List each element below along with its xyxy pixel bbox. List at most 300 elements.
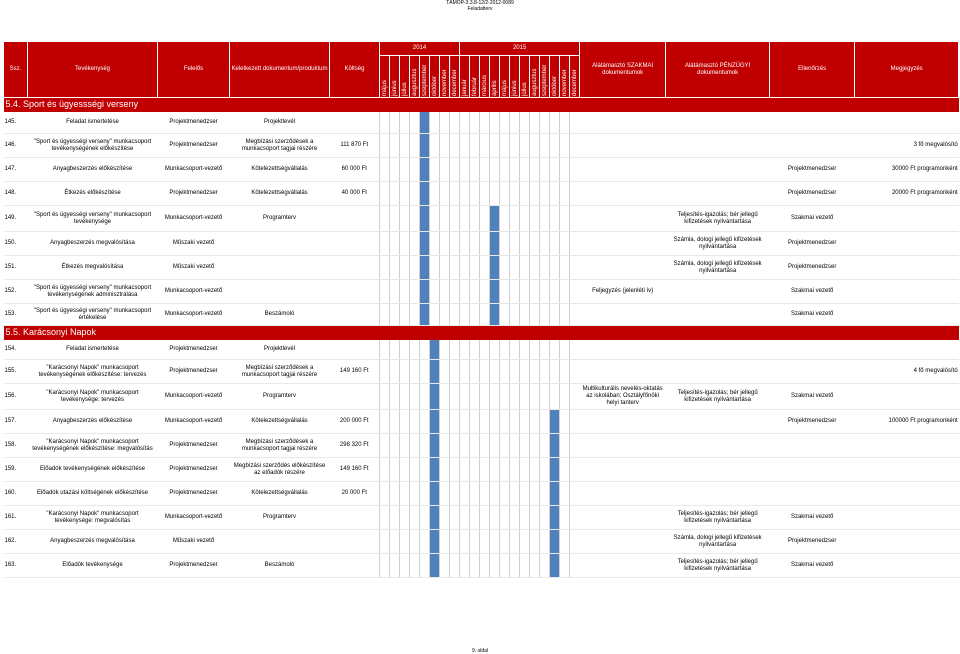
responsible-cell: Műszaki vezető	[158, 256, 230, 280]
financial-doc-cell	[666, 458, 770, 482]
responsible-cell: Projektmenedzser	[158, 458, 230, 482]
gantt-cell	[480, 158, 490, 182]
document-header	[0, 0, 960, 12]
gantt-cell	[520, 384, 530, 410]
gantt-cell	[510, 206, 520, 232]
gantt-cell	[490, 158, 500, 182]
gantt-cell	[510, 410, 520, 434]
check-cell	[770, 458, 855, 482]
month-header: április	[490, 56, 500, 98]
gantt-cell	[450, 434, 460, 458]
gantt-cell	[390, 434, 400, 458]
gantt-cell	[470, 384, 480, 410]
gantt-bar	[430, 482, 440, 506]
responsible-cell: Műszaki vezető	[158, 232, 230, 256]
professional-doc-cell	[580, 232, 666, 256]
gantt-cell	[480, 134, 490, 158]
financial-doc-cell	[666, 134, 770, 158]
document-cell: Kötelezettségvállalás	[230, 410, 330, 434]
responsible-cell: Munkacsoport-vezető	[158, 158, 230, 182]
gantt-cell	[390, 482, 400, 506]
gantt-bar	[550, 530, 560, 554]
financial-doc-cell	[666, 340, 770, 360]
gantt-cell	[440, 410, 450, 434]
document-cell	[230, 232, 330, 256]
month-header: augusztus	[530, 56, 540, 98]
cost-cell: 111 870 Ft	[330, 134, 380, 158]
row-number: 145.	[4, 112, 28, 134]
gantt-cell	[510, 158, 520, 182]
gantt-cell	[500, 134, 510, 158]
gantt-cell	[470, 530, 480, 554]
professional-doc-cell	[580, 458, 666, 482]
gantt-cell	[540, 384, 550, 410]
gantt-cell	[520, 482, 530, 506]
cost-cell	[330, 304, 380, 326]
gantt-cell	[570, 340, 580, 360]
gantt-cell	[460, 256, 470, 280]
activity-cell: Étkezés megvalósítása	[28, 256, 158, 280]
gantt-cell	[410, 384, 420, 410]
gantt-cell	[530, 304, 540, 326]
gantt-cell	[540, 434, 550, 458]
gantt-cell	[450, 134, 460, 158]
gantt-cell	[470, 506, 480, 530]
gantt-cell	[460, 304, 470, 326]
gantt-cell	[520, 360, 530, 384]
professional-doc-cell	[580, 158, 666, 182]
gantt-cell	[540, 256, 550, 280]
gantt-cell	[520, 458, 530, 482]
gantt-cell	[500, 458, 510, 482]
table-row	[4, 410, 959, 434]
gantt-cell	[520, 434, 530, 458]
gantt-cell	[400, 410, 410, 434]
note-cell: 100000 Ft programonként	[855, 410, 959, 434]
cost-cell: 149 160 Ft	[330, 458, 380, 482]
gantt-cell	[420, 340, 430, 360]
gantt-cell	[480, 206, 490, 232]
month-header: február	[470, 56, 480, 98]
gantt-cell	[530, 112, 540, 134]
gantt-cell	[430, 280, 440, 304]
financial-doc-cell	[666, 112, 770, 134]
gantt-cell	[460, 340, 470, 360]
table-row	[4, 182, 959, 206]
check-cell	[770, 134, 855, 158]
gantt-cell	[450, 482, 460, 506]
gantt-cell	[390, 206, 400, 232]
document-cell: Kötelezettségvállalás	[230, 182, 330, 206]
gantt-cell	[510, 530, 520, 554]
project-code: TÁMOP-3.3.8-12/2-2012-0089	[446, 0, 514, 6]
gantt-cell	[380, 256, 390, 280]
financial-doc-cell	[666, 434, 770, 458]
gantt-cell	[410, 340, 420, 360]
gantt-cell	[450, 384, 460, 410]
gantt-cell	[450, 458, 460, 482]
check-cell	[770, 482, 855, 506]
row-number: 150.	[4, 232, 28, 256]
financial-doc-cell: Teljesítés-igazolás; bér jellegű kifizetések nyilvántartása	[666, 206, 770, 232]
gantt-cell	[380, 506, 390, 530]
gantt-cell	[570, 482, 580, 506]
month-header: május	[380, 56, 390, 98]
gantt-cell	[560, 554, 570, 578]
gantt-cell	[390, 554, 400, 578]
col-document: Keletkezett dokumentum/produktum	[230, 42, 330, 98]
gantt-cell	[530, 530, 540, 554]
gantt-bar	[420, 256, 430, 280]
gantt-cell	[500, 506, 510, 530]
gantt-cell	[460, 112, 470, 134]
gantt-cell	[540, 554, 550, 578]
note-cell: 4 fő megvalósító	[855, 360, 959, 384]
professional-doc-cell	[580, 134, 666, 158]
gantt-cell	[560, 280, 570, 304]
gantt-cell	[530, 158, 540, 182]
gantt-cell	[500, 360, 510, 384]
activity-cell: Előadók tevékenységének előkészítése	[28, 458, 158, 482]
gantt-bar	[490, 256, 500, 280]
gantt-cell	[390, 384, 400, 410]
gantt-bar	[430, 506, 440, 530]
activity-cell: Anyagbeszerzés előkészítése	[28, 158, 158, 182]
gantt-cell	[420, 506, 430, 530]
gantt-cell	[490, 340, 500, 360]
gantt-cell	[550, 280, 560, 304]
note-cell: 20000 Ft programonként	[855, 182, 959, 206]
gantt-cell	[510, 134, 520, 158]
table-row	[4, 458, 959, 482]
gantt-cell	[560, 340, 570, 360]
col-financial-docs: Alátámasztó PÉNZÜGYI dokumentumok	[666, 42, 770, 98]
gantt-cell	[380, 384, 390, 410]
gantt-cell	[450, 112, 460, 134]
gantt-cell	[440, 134, 450, 158]
cost-cell	[330, 280, 380, 304]
financial-doc-cell	[666, 304, 770, 326]
financial-doc-cell: Teljesítés-igazolás; bér jellegű kifizetések nyilvántartása	[666, 384, 770, 410]
section-title: 5.5. Karácsonyi Napok	[4, 326, 959, 340]
gantt-cell	[460, 158, 470, 182]
document-cell: Kötelezettségvállalás	[230, 158, 330, 182]
cost-cell	[330, 206, 380, 232]
check-cell: Projektmenedzser	[770, 530, 855, 554]
gantt-cell	[400, 280, 410, 304]
note-cell	[855, 554, 959, 578]
table-row	[4, 206, 959, 232]
gantt-cell	[490, 410, 500, 434]
professional-doc-cell	[580, 360, 666, 384]
gantt-cell	[570, 360, 580, 384]
gantt-cell	[390, 112, 400, 134]
professional-doc-cell	[580, 482, 666, 506]
section-title: 5.4. Sport és ügyessségi verseny	[4, 98, 959, 112]
document-cell: Megbízási szerződések a munkacsoport tagjai részére	[230, 434, 330, 458]
gantt-bar	[550, 482, 560, 506]
table-row	[4, 134, 959, 158]
professional-doc-cell	[580, 256, 666, 280]
financial-doc-cell	[666, 158, 770, 182]
responsible-cell: Projektmenedzser	[158, 434, 230, 458]
gantt-cell	[510, 384, 520, 410]
gantt-cell	[500, 256, 510, 280]
gantt-bar	[550, 434, 560, 458]
gantt-cell	[390, 340, 400, 360]
document-cell: Megbízási szerződés előkészítése az előadók részére	[230, 458, 330, 482]
gantt-cell	[470, 182, 480, 206]
cost-cell: 40 000 Ft	[330, 182, 380, 206]
professional-doc-cell	[580, 530, 666, 554]
gantt-cell	[440, 458, 450, 482]
gantt-cell	[440, 256, 450, 280]
gantt-cell	[420, 410, 430, 434]
gantt-cell	[440, 232, 450, 256]
gantt-cell	[390, 256, 400, 280]
gantt-cell	[530, 360, 540, 384]
gantt-bar	[490, 304, 500, 326]
financial-doc-cell	[666, 482, 770, 506]
gantt-cell	[410, 112, 420, 134]
note-cell: 30000 Ft programonként	[855, 158, 959, 182]
gantt-bar	[430, 434, 440, 458]
col-ssz: Ssz.	[4, 42, 28, 98]
col-responsible: Felelős	[158, 42, 230, 98]
gantt-cell	[410, 530, 420, 554]
gantt-cell	[400, 232, 410, 256]
gantt-cell	[570, 304, 580, 326]
gantt-cell	[460, 134, 470, 158]
gantt-cell	[570, 434, 580, 458]
gantt-cell	[550, 256, 560, 280]
gantt-cell	[400, 530, 410, 554]
gantt-cell	[570, 206, 580, 232]
gantt-cell	[480, 304, 490, 326]
gantt-cell	[400, 256, 410, 280]
gantt-cell	[490, 182, 500, 206]
responsible-cell: Munkacsoport-vezető	[158, 410, 230, 434]
check-cell: Projektmenedzser	[770, 232, 855, 256]
gantt-cell	[540, 530, 550, 554]
table-row	[4, 340, 959, 360]
gantt-cell	[490, 112, 500, 134]
gantt-cell	[440, 340, 450, 360]
gantt-cell	[570, 280, 580, 304]
gantt-cell	[510, 232, 520, 256]
gantt-cell	[530, 280, 540, 304]
check-cell: Szakmai vezető	[770, 206, 855, 232]
gantt-bar	[490, 280, 500, 304]
gantt-cell	[470, 134, 480, 158]
gantt-cell	[380, 530, 390, 554]
financial-doc-cell	[666, 360, 770, 384]
gantt-cell	[470, 410, 480, 434]
gantt-cell	[500, 206, 510, 232]
gantt-cell	[510, 434, 520, 458]
gantt-bar	[420, 280, 430, 304]
gantt-cell	[400, 458, 410, 482]
gantt-cell	[410, 482, 420, 506]
gantt-cell	[380, 554, 390, 578]
gantt-cell	[420, 554, 430, 578]
gantt-cell	[520, 158, 530, 182]
row-number: 158.	[4, 434, 28, 458]
activity-cell: "Sport és ügyességi verseny" munkacsoport tevékenysége	[28, 206, 158, 232]
gantt-cell	[570, 384, 580, 410]
professional-doc-cell: Multikulturális nevelés-oktatás az iskolában; Osztályfőnöki helyi tanterv	[580, 384, 666, 410]
gantt-cell	[470, 458, 480, 482]
gantt-cell	[470, 112, 480, 134]
gantt-cell	[440, 182, 450, 206]
gantt-cell	[480, 256, 490, 280]
professional-doc-cell	[580, 112, 666, 134]
gantt-cell	[380, 482, 390, 506]
gantt-cell	[520, 232, 530, 256]
gantt-cell	[500, 340, 510, 360]
month-header: december	[450, 56, 460, 98]
gantt-cell	[480, 280, 490, 304]
year-2014: 2014	[380, 42, 460, 56]
gantt-cell	[420, 482, 430, 506]
gantt-cell	[500, 232, 510, 256]
professional-doc-cell	[580, 434, 666, 458]
task-plan-table	[3, 41, 959, 578]
row-number: 146.	[4, 134, 28, 158]
gantt-cell	[540, 304, 550, 326]
gantt-bar	[420, 304, 430, 326]
table-row	[4, 506, 959, 530]
responsible-cell: Munkacsoport-vezető	[158, 384, 230, 410]
financial-doc-cell: Számla, dologi jellegű kifizetések nyilvántartása	[666, 256, 770, 280]
professional-doc-cell	[580, 410, 666, 434]
gantt-cell	[520, 410, 530, 434]
gantt-cell	[530, 458, 540, 482]
gantt-bar	[550, 506, 560, 530]
activity-cell: "Sport és ügyességi verseny" munkacsoport tevékenységének adminisztrálása	[28, 280, 158, 304]
gantt-cell	[510, 304, 520, 326]
financial-doc-cell	[666, 410, 770, 434]
gantt-cell	[480, 554, 490, 578]
gantt-cell	[550, 182, 560, 206]
gantt-cell	[570, 530, 580, 554]
gantt-cell	[450, 410, 460, 434]
gantt-cell	[540, 506, 550, 530]
check-cell	[770, 112, 855, 134]
gantt-cell	[460, 410, 470, 434]
gantt-cell	[490, 506, 500, 530]
note-cell	[855, 280, 959, 304]
gantt-cell	[440, 280, 450, 304]
gantt-cell	[460, 458, 470, 482]
gantt-cell	[390, 410, 400, 434]
gantt-cell	[470, 232, 480, 256]
gantt-cell	[380, 434, 390, 458]
gantt-cell	[560, 530, 570, 554]
gantt-cell	[510, 506, 520, 530]
gantt-cell	[390, 360, 400, 384]
gantt-cell	[450, 554, 460, 578]
gantt-cell	[430, 206, 440, 232]
gantt-cell	[470, 554, 480, 578]
activity-cell: "Karácsonyi Napok" munkacsoport tevékenységének előkészítése: megvalósítás	[28, 434, 158, 458]
gantt-cell	[450, 232, 460, 256]
gantt-cell	[410, 280, 420, 304]
check-cell: Projektmenedzser	[770, 410, 855, 434]
row-number: 159.	[4, 458, 28, 482]
responsible-cell: Projektmenedzser	[158, 482, 230, 506]
gantt-cell	[520, 340, 530, 360]
gantt-cell	[440, 530, 450, 554]
cost-cell: 149 160 Ft	[330, 360, 380, 384]
gantt-bar	[420, 182, 430, 206]
gantt-cell	[540, 206, 550, 232]
gantt-cell	[570, 410, 580, 434]
gantt-cell	[510, 182, 520, 206]
note-cell	[855, 530, 959, 554]
check-cell: Projektmenedzser	[770, 256, 855, 280]
gantt-cell	[470, 434, 480, 458]
month-header: október	[550, 56, 560, 98]
gantt-cell	[540, 340, 550, 360]
gantt-cell	[410, 182, 420, 206]
gantt-cell	[400, 206, 410, 232]
gantt-cell	[550, 360, 560, 384]
gantt-cell	[540, 410, 550, 434]
gantt-cell	[470, 482, 480, 506]
professional-doc-cell	[580, 206, 666, 232]
gantt-cell	[560, 384, 570, 410]
gantt-bar	[430, 410, 440, 434]
gantt-cell	[380, 280, 390, 304]
gantt-cell	[470, 340, 480, 360]
gantt-cell	[530, 206, 540, 232]
document-cell: Projektlevél	[230, 112, 330, 134]
gantt-cell	[520, 280, 530, 304]
gantt-cell	[380, 360, 390, 384]
gantt-cell	[500, 158, 510, 182]
gantt-cell	[570, 158, 580, 182]
gantt-cell	[540, 280, 550, 304]
professional-doc-cell	[580, 554, 666, 578]
gantt-cell	[550, 304, 560, 326]
cost-cell	[330, 384, 380, 410]
gantt-cell	[460, 554, 470, 578]
gantt-cell	[500, 112, 510, 134]
gantt-bar	[420, 112, 430, 134]
gantt-cell	[380, 304, 390, 326]
col-notes: Megjegyzés	[855, 42, 959, 98]
month-header: szeptember	[420, 56, 430, 98]
gantt-cell	[500, 304, 510, 326]
gantt-cell	[480, 112, 490, 134]
gantt-cell	[390, 232, 400, 256]
professional-doc-cell	[580, 506, 666, 530]
gantt-cell	[480, 506, 490, 530]
gantt-cell	[490, 384, 500, 410]
month-header: május	[500, 56, 510, 98]
document-subtitle: Feladatterv	[467, 6, 493, 12]
gantt-cell	[470, 304, 480, 326]
gantt-cell	[490, 434, 500, 458]
row-number: 153.	[4, 304, 28, 326]
month-header: június	[510, 56, 520, 98]
gantt-cell	[500, 384, 510, 410]
gantt-cell	[380, 458, 390, 482]
check-cell	[770, 340, 855, 360]
gantt-cell	[450, 158, 460, 182]
month-header: december	[570, 56, 580, 98]
